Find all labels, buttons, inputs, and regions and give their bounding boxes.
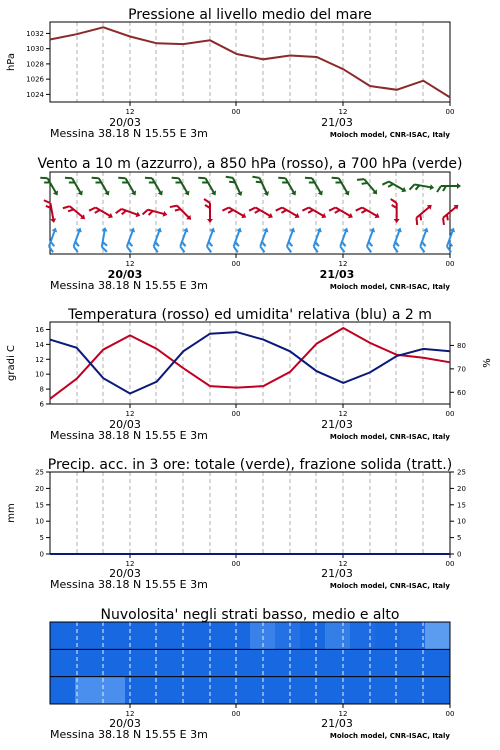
plot-frame: [50, 322, 450, 404]
location-label: Messina 38.18 N 15.55 E 3m: [50, 578, 208, 591]
wind-barb-shaft: [233, 178, 241, 194]
wind-barb: [65, 173, 85, 198]
y-right-tick-label: 15: [457, 501, 466, 510]
wind-barb: [123, 227, 140, 253]
wind-barb-feather: [382, 180, 388, 187]
wind-barb-feather: [286, 246, 293, 252]
wind-barb-feather: [89, 206, 95, 213]
plot-frame: [50, 472, 450, 554]
x-tick-label: 12: [125, 260, 135, 268]
y-right-tick-label: 25: [457, 468, 466, 477]
wind-barb-feather: [339, 246, 346, 252]
wind-barb: [229, 227, 246, 253]
wind-barb-head: [53, 191, 60, 197]
date-label: 21/03: [321, 567, 353, 580]
cloud-cell: [400, 677, 426, 704]
wind-barb: [45, 227, 62, 253]
cloud-cell: [225, 622, 251, 649]
x-tick-label: 00: [231, 560, 241, 568]
wind-barb-feather: [92, 175, 99, 181]
x-tick-label: 12: [338, 260, 348, 268]
location-label: Messina 38.18 N 15.55 E 3m: [50, 728, 208, 741]
wind-barb-head: [184, 191, 191, 197]
cloud-cell: [150, 649, 176, 676]
wind-barb: [252, 173, 270, 199]
cloud-cell: [275, 677, 301, 704]
wind-barb-feather: [305, 175, 312, 181]
wind-barb-head: [78, 191, 85, 197]
wind-barb-shaft: [312, 178, 321, 194]
x-tick-label: 00: [445, 108, 455, 116]
wind-barb-feather: [413, 218, 420, 225]
cloud-cell: [325, 677, 351, 704]
y-right-tick-label: 10: [457, 517, 466, 526]
x-tick-label: 12: [338, 410, 348, 418]
wind-barb: [222, 203, 247, 223]
wind-barb-head: [131, 191, 138, 197]
wind-barb-feather: [356, 206, 362, 213]
y-tick-label: 15: [35, 501, 44, 510]
wind-barb-feather: [204, 199, 210, 203]
x-tick-label: 00: [231, 260, 241, 268]
date-label: 21/03: [321, 717, 353, 730]
wind-barb-head: [108, 213, 114, 220]
wind-barb-head: [343, 227, 350, 233]
wind-barb: [382, 177, 407, 197]
wind-barb: [356, 203, 381, 223]
wind-barb-head: [290, 227, 297, 233]
wind-barb: [411, 203, 435, 225]
wind-barb-head: [210, 227, 217, 233]
wind-barb-feather: [63, 204, 70, 211]
y-right-tick-label: 0: [457, 550, 462, 559]
wind-barb-feather: [437, 186, 441, 192]
wind-barb-head: [207, 219, 213, 223]
x-tick-label: 00: [445, 710, 455, 718]
wind-barb-head: [370, 227, 377, 233]
wind-barb-feather: [143, 209, 148, 216]
wind-barb-feather: [65, 175, 72, 181]
y-tick-label: 10: [35, 517, 44, 526]
wind-barb-feather: [172, 175, 179, 181]
chart-title: Temperatura (rosso) ed umidita' relativa (blu) a 2 m: [68, 307, 432, 323]
wind-barb-feather: [198, 175, 205, 181]
wind-barb-head: [241, 213, 247, 220]
wind-barb: [332, 173, 352, 198]
y-tick-label: 12: [35, 355, 44, 364]
date-label: 21/03: [321, 116, 353, 129]
y-tick-label: 16: [35, 325, 44, 334]
cloud-cell: [50, 622, 76, 649]
y-right-tick-label: 5: [457, 534, 462, 543]
chart-title: Precip. acc. in 3 ore: totale (verde), frazione solida (tratt.): [47, 457, 453, 473]
x-tick-label: 12: [125, 710, 135, 718]
y-right-tick-label: 70: [457, 365, 466, 374]
wind-barb: [276, 203, 301, 223]
wind-barb-feather: [357, 176, 364, 183]
wind-barb-head: [396, 227, 403, 233]
cloud-cell: [275, 622, 301, 649]
cloud-cell: [125, 649, 151, 676]
wind-barb: [203, 227, 220, 253]
cloud-cell: [200, 677, 226, 704]
wind-barb-feather: [145, 175, 152, 181]
cloud-cell: [100, 622, 126, 649]
wind-barb: [305, 173, 325, 198]
wind-barb-head: [237, 191, 244, 197]
model-label: Moloch model, CNR-ISAC, Italy: [329, 582, 450, 590]
cloud-cell: [175, 677, 201, 704]
wind-barb-head: [344, 191, 351, 197]
wind-barb: [118, 173, 138, 198]
wind-barb-feather: [446, 246, 453, 252]
wind-barb-feather: [222, 206, 228, 213]
wind-barb: [116, 205, 142, 222]
model-label: Moloch model, CNR-ISAC, Italy: [329, 433, 450, 441]
wind-barb-head: [450, 227, 457, 233]
y-tick-label: 1032: [26, 29, 44, 38]
wind-barb-feather: [276, 206, 282, 213]
wind-barb-feather: [48, 246, 55, 252]
wind-barb-head: [268, 213, 274, 220]
y-tick-label: 1028: [26, 60, 44, 69]
wind-barb: [176, 227, 193, 253]
wind-barb-head: [183, 227, 190, 233]
wind-barb: [69, 227, 86, 253]
y-tick-label: 14: [35, 340, 44, 349]
y-tick-label: 8: [39, 385, 44, 394]
cloud-cell: [175, 622, 201, 649]
wind-barb-feather: [118, 175, 125, 181]
wind-barb-feather: [419, 246, 426, 252]
wind-barb-feather: [409, 184, 414, 191]
model-label: Moloch model, CNR-ISAC, Italy: [329, 283, 450, 291]
y-right-tick-label: 20: [457, 484, 466, 493]
wind-barb-feather: [366, 246, 373, 252]
wind-barb: [391, 199, 400, 223]
y-right-tick-label: 80: [457, 341, 466, 350]
x-tick-label: 00: [231, 108, 241, 116]
wind-barb: [329, 203, 354, 223]
wind-barb: [309, 227, 326, 253]
wind-barb-feather: [179, 246, 186, 252]
wind-barb-feather: [302, 206, 308, 213]
wind-barb-head: [264, 191, 271, 197]
location-label: Messina 38.18 N 15.55 E 3m: [50, 429, 208, 442]
wind-barb: [249, 203, 274, 223]
cloud-cell: [325, 649, 351, 676]
x-tick-label: 12: [338, 710, 348, 718]
y-right-axis-label: %: [482, 358, 493, 368]
date-label: 21/03: [319, 268, 355, 281]
x-tick-label: 12: [125, 410, 135, 418]
cloud-cell: [300, 622, 326, 649]
model-label: Moloch model, CNR-ISAC, Italy: [329, 732, 450, 740]
wind-barb-feather: [126, 246, 133, 252]
date-label: 20/03: [107, 268, 143, 281]
wind-barb-feather: [259, 246, 266, 252]
wind-barb-feather: [332, 175, 339, 181]
cloud-cell: [50, 677, 76, 704]
wind-barb-feather: [44, 199, 51, 204]
series-line: [50, 328, 450, 399]
wind-barb: [357, 174, 379, 198]
cloud-cell: [300, 677, 326, 704]
wind-barb-shaft: [50, 203, 53, 221]
y-tick-label: 0: [39, 550, 44, 559]
date-label: 20/03: [109, 418, 141, 431]
cloud-cell: [375, 677, 401, 704]
wind-barb: [389, 227, 406, 253]
wind-barb-feather: [278, 175, 285, 181]
wind-barb-feather: [170, 203, 177, 210]
wind-barb-feather: [116, 208, 122, 215]
y-axis-label: gradi C: [6, 345, 17, 381]
cloud-cell: [100, 677, 126, 704]
y-axis-label: hPa: [6, 52, 17, 72]
y-tick-label: 5: [39, 534, 44, 543]
wind-barb-feather: [40, 175, 47, 181]
cloud-cell: [150, 677, 176, 704]
wind-barb: [89, 203, 114, 223]
wind-barb: [283, 227, 300, 253]
wind-barb-head: [211, 191, 218, 197]
wind-barb-head: [394, 219, 400, 223]
wind-barb-head: [430, 184, 435, 191]
wind-barb-feather: [440, 218, 447, 225]
wind-barb-head: [316, 227, 323, 233]
wind-barb: [336, 227, 353, 253]
cloud-cell: [350, 622, 376, 649]
wind-barb-head: [130, 227, 137, 233]
y-tick-label: 10: [35, 370, 44, 379]
cloud-cell: [425, 677, 451, 704]
chart-title: Vento a 10 m (azzurro), a 850 hPa (rosso), a 700 hPa (verde): [37, 156, 463, 172]
cloud-cell: [375, 622, 401, 649]
cloud-cell: [350, 649, 376, 676]
location-label: Messina 38.18 N 15.55 E 3m: [50, 279, 208, 292]
date-label: 20/03: [109, 567, 141, 580]
wind-barb-head: [104, 191, 111, 197]
wind-barb-head: [295, 213, 301, 220]
wind-barb: [170, 201, 193, 224]
wind-barb: [256, 227, 273, 253]
model-label: Moloch model, CNR-ISAC, Italy: [329, 131, 450, 139]
cloud-cell: [400, 622, 426, 649]
cloud-cell: [350, 677, 376, 704]
wind-barb: [302, 203, 327, 223]
cloud-cell: [375, 649, 401, 676]
cloud-cell: [75, 622, 101, 649]
wind-barb: [363, 227, 380, 253]
wind-barb-head: [423, 227, 430, 233]
x-tick-label: 00: [231, 410, 241, 418]
wind-barb: [143, 206, 169, 221]
wind-barb: [278, 173, 298, 198]
wind-barb-head: [50, 218, 57, 223]
y-tick-label: 1024: [26, 90, 44, 99]
x-tick-label: 00: [445, 560, 455, 568]
wind-barb-shaft: [152, 178, 161, 194]
series-line: [50, 332, 450, 393]
y-tick-label: 20: [35, 484, 44, 493]
plot-frame: [50, 22, 450, 102]
cloud-cell: [225, 677, 251, 704]
x-tick-label: 12: [125, 108, 135, 116]
wind-barb-head: [401, 187, 407, 194]
wind-barb-head: [375, 213, 381, 220]
cloud-cell: [175, 649, 201, 676]
x-tick-label: 00: [445, 410, 455, 418]
wind-barb: [145, 173, 165, 198]
chart-title: Pressione al livello medio del mare: [128, 7, 372, 23]
wind-barb-head: [163, 211, 168, 218]
wind-barb: [443, 227, 460, 253]
cloud-cell: [150, 622, 176, 649]
cloud-cell: [75, 677, 101, 704]
y-tick-label: 1030: [26, 45, 44, 54]
cloud-cell: [200, 649, 226, 676]
cloud-cell: [225, 649, 251, 676]
wind-barb-feather: [206, 246, 213, 252]
cloud-cell: [425, 622, 451, 649]
wind-barb-feather: [252, 174, 259, 180]
cloud-cell: [275, 649, 301, 676]
wind-barb-shaft: [48, 178, 57, 194]
cloud-cell: [325, 622, 351, 649]
cloud-cell: [125, 677, 151, 704]
wind-barb-feather: [72, 246, 79, 252]
wind-barb-head: [156, 227, 163, 233]
y-tick-label: 1026: [26, 75, 44, 84]
wind-barb: [98, 227, 111, 252]
cloud-cell: [300, 649, 326, 676]
cloud-cell: [125, 622, 151, 649]
wind-barb-feather: [101, 247, 108, 252]
wind-barb-feather: [249, 206, 255, 213]
date-label: 20/03: [109, 116, 141, 129]
wind-barb-head: [348, 213, 354, 220]
x-tick-label: 00: [231, 710, 241, 718]
y-tick-label: 25: [35, 468, 44, 477]
date-label: 20/03: [109, 717, 141, 730]
wind-barb-feather: [329, 206, 335, 213]
wind-barb-head: [457, 183, 461, 189]
wind-barb-head: [158, 191, 165, 197]
wind-barb-head: [318, 191, 325, 197]
y-tick-label: 6: [39, 400, 44, 409]
cloud-cell: [400, 649, 426, 676]
wind-barb: [92, 173, 112, 198]
wind-barb: [204, 199, 213, 223]
wind-barb-head: [52, 227, 59, 233]
cloud-cell: [75, 649, 101, 676]
x-tick-label: 12: [338, 108, 348, 116]
cloud-cell: [50, 649, 76, 676]
wind-barb: [198, 173, 218, 198]
x-tick-label: 12: [338, 560, 348, 568]
wind-barb-feather: [226, 174, 233, 180]
y-right-tick-label: 60: [457, 388, 466, 397]
wind-barb: [226, 173, 244, 199]
cloud-cell: [425, 649, 451, 676]
wind-barb: [63, 201, 87, 223]
wind-barb: [172, 173, 192, 198]
wind-barb: [437, 183, 461, 192]
wind-barb: [149, 227, 166, 253]
cloud-cell: [200, 622, 226, 649]
wind-barb-head: [291, 191, 298, 197]
x-tick-label: 00: [445, 260, 455, 268]
y-axis-label: mm: [6, 503, 17, 523]
chart-title: Nuvolosita' negli strati basso, medio e alto: [100, 607, 400, 623]
cloud-cell: [100, 649, 126, 676]
wind-barb-head: [263, 227, 270, 233]
series-line: [50, 27, 450, 97]
plot-frame: [50, 172, 450, 254]
wind-barb-head: [236, 227, 243, 233]
date-label: 21/03: [321, 418, 353, 431]
wind-barb: [416, 227, 433, 253]
location-label: Messina 38.18 N 15.55 E 3m: [50, 127, 208, 140]
x-tick-label: 12: [125, 560, 135, 568]
wind-barb-head: [321, 213, 327, 220]
wind-barb-head: [136, 212, 142, 219]
wind-barb: [409, 181, 434, 194]
